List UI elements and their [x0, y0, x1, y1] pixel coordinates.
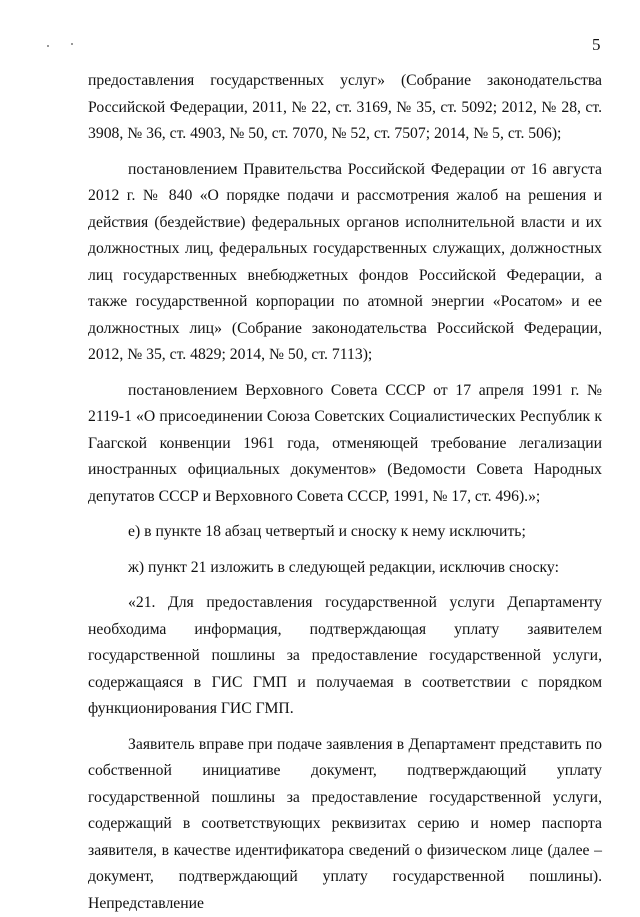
paragraph-clause-21: «21. Для предоставления государственной услуги Департаменту необходима информация, подтверждающая уплату заявителем государственной пошлины за предоставление государственной услуги, содержащаяся в ГИС ГМП и получаемая в соответствии с порядком функционирования ГИС ГМП.: [88, 590, 602, 723]
page-number: 5: [592, 35, 601, 55]
paragraph-government-decree: постановлением Правительства Российской Федерации от 16 августа 2012 г. № 840 «О порядке подачи и рассмотрения жалоб на решения и действия (бездействие) федеральных органов исполнительной власти и их должностных лиц, федеральных государственных служащих, должностных лиц государственных внебюджетных фондов Российской Федерации, а также государственной корпорации по атомной энергии «Росатом» и ее должностных лиц» (Собрание законодательства Российской Федерации, 2012, № 35, ст. 4829; 2014, № 50, ст. 7113);: [88, 157, 602, 369]
document-body: [88, 68, 602, 917]
scan-specks: [47, 43, 87, 49]
paragraph-continuation: предоставления государственных услуг» (Собрание законодательства Российской Федерации, 2011, № 22, ст. 3169, № 35, ст. 5092; 2012, № 28, ст. 3908, № 36, ст. 4903, № 50, ст. 7070, № 52, ст. 7507; 2014, № 5, ст. 506);: [88, 68, 602, 148]
paragraph-item-e: е) в пункте 18 абзац четвертый и сноску к нему исключить;: [88, 519, 602, 546]
scan-speck: [71, 43, 73, 45]
paragraph-item-zh: ж) пункт 21 изложить в следующей редакции, исключив сноску:: [88, 555, 602, 582]
paragraph-applicant-right: Заявитель вправе при подаче заявления в Департамент представить по собственной инициативе документ, подтверждающий уплату государственной пошлины за предоставление государственной услуги, содержащий в соответствующих реквизитах серию и номер паспорта заявителя, в качестве идентификатора сведений о физическом лице (далее – документ, подтверждающий уплату государственной пошлины). Непредставление: [88, 732, 602, 917]
paragraph-supreme-council-decree: постановлением Верховного Совета СССР от 17 апреля 1991 г. № 2119-1 «О присоединении Союза Советских Социалистических Республик к Гаагской конвенции 1961 года, отменяющей требование легализации иностранных официальных документов» (Ведомости Совета Народных депутатов СССР и Верховного Совета СССР, 1991, № 17, ст. 496).»;: [88, 378, 602, 511]
scan-speck: [47, 45, 49, 47]
